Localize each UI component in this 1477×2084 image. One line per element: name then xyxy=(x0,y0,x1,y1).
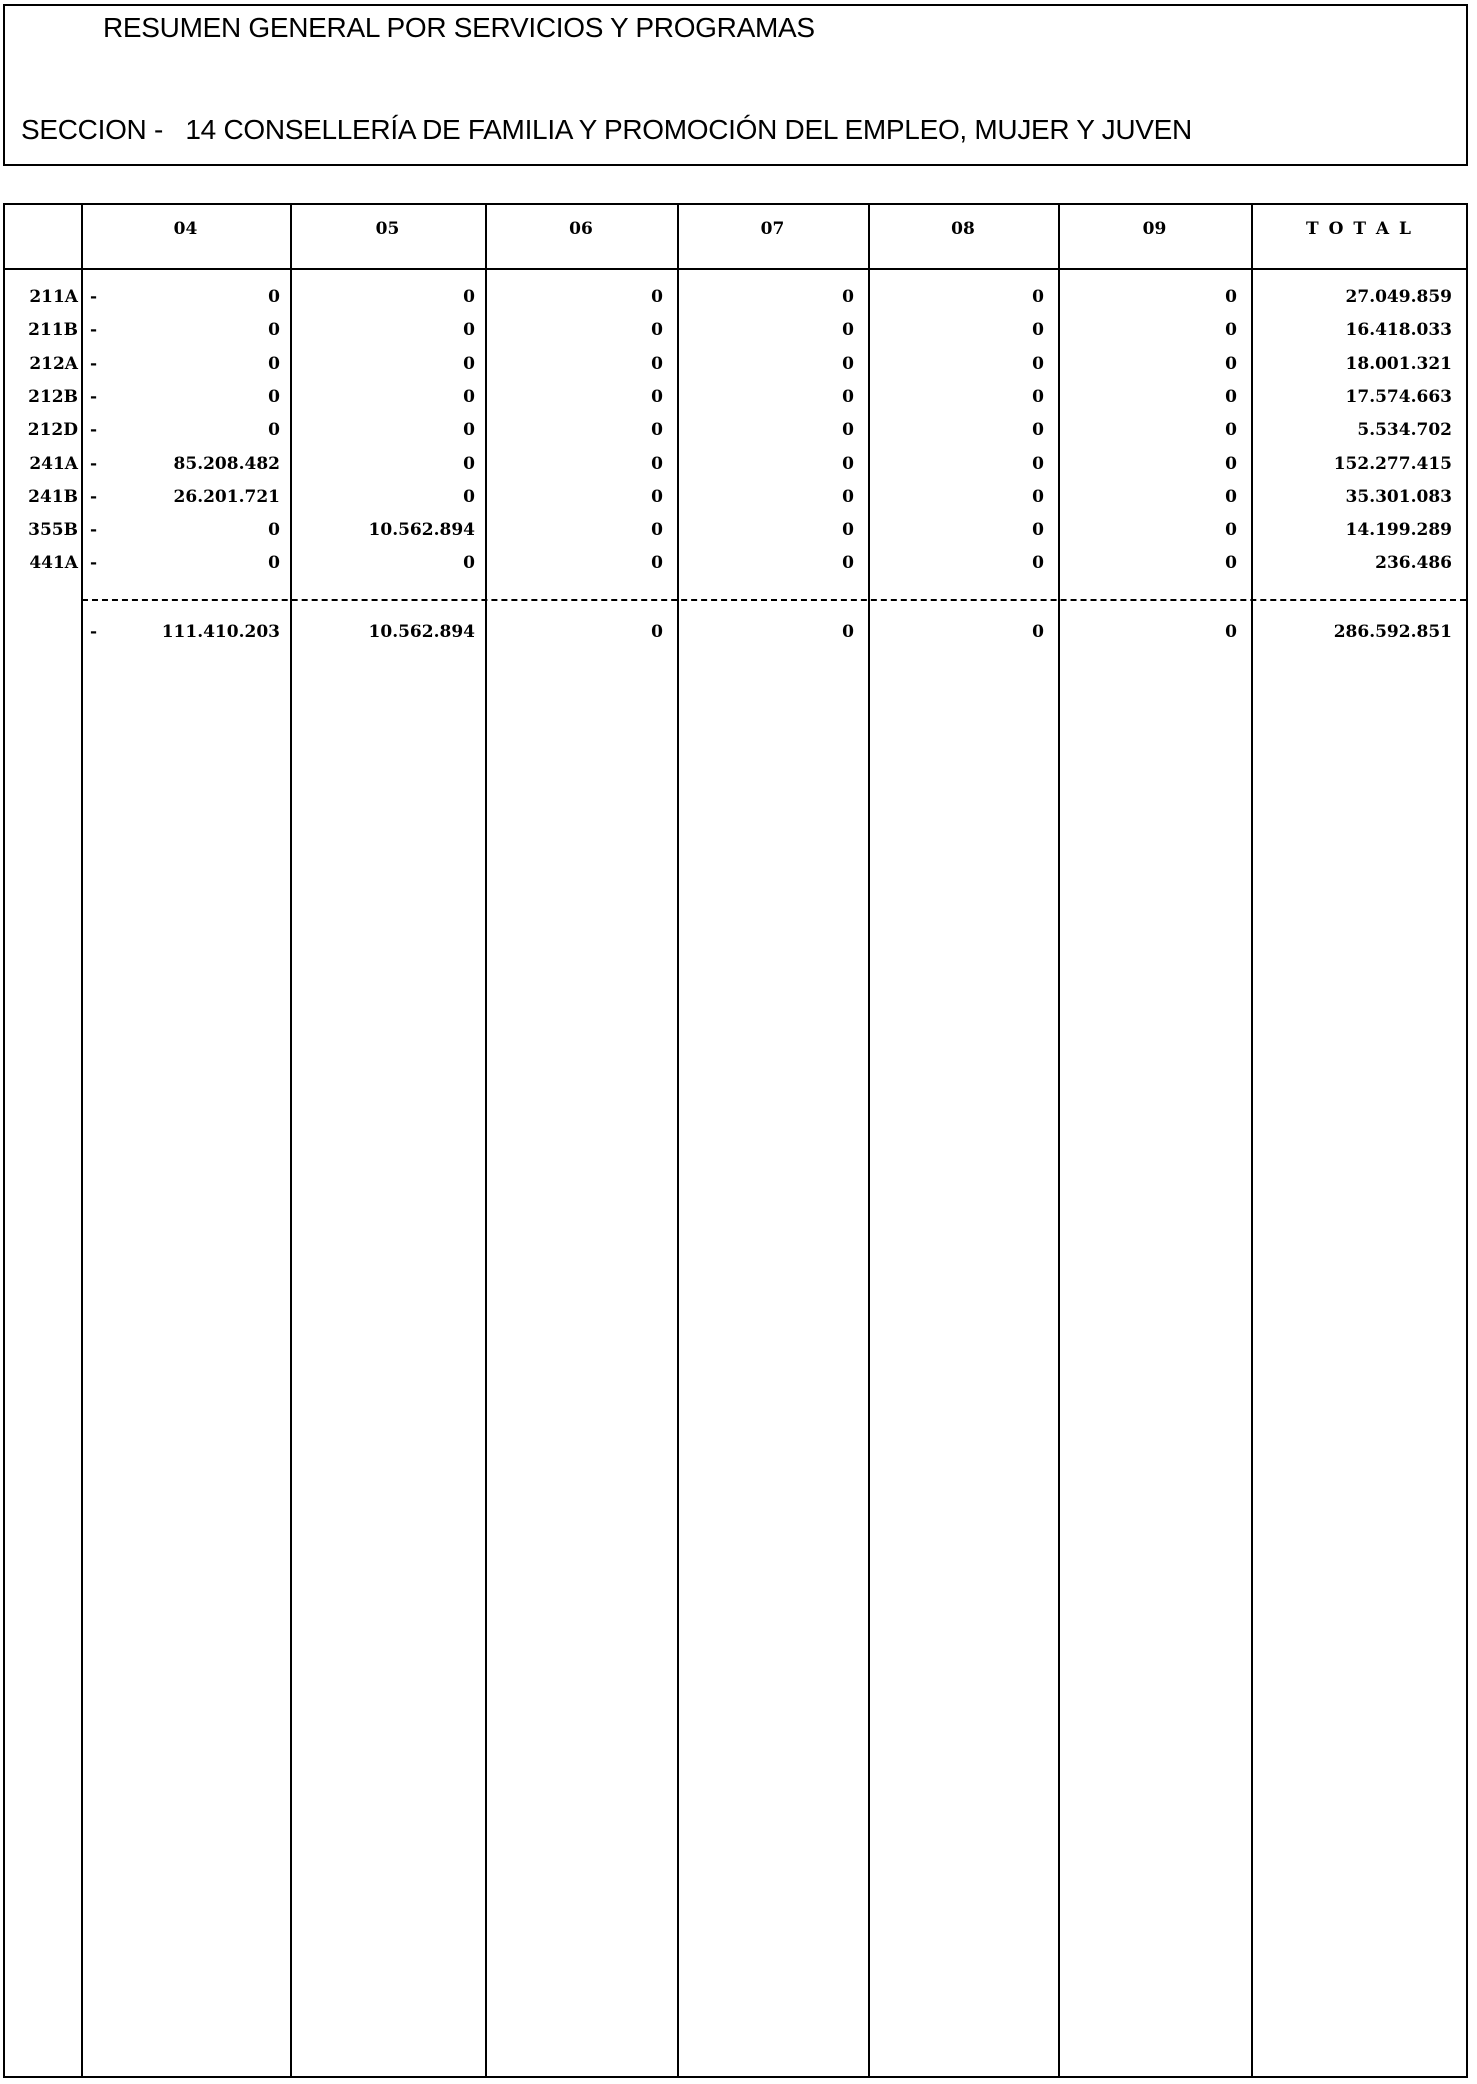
program-code: 211B xyxy=(28,320,78,340)
table-cell: 0 xyxy=(268,553,280,573)
report-title: RESUMEN GENERAL POR SERVICIOS Y PROGRAMAS xyxy=(103,12,815,43)
table-cell: 5.534.702 xyxy=(1357,420,1452,440)
table-cell: 0 xyxy=(1032,320,1044,340)
row-dash: - xyxy=(90,320,98,340)
table-cell: 0 xyxy=(1225,387,1237,407)
table-cell: 0 xyxy=(268,287,280,307)
table-cell: 18.001.321 xyxy=(1345,354,1452,374)
program-code: 211A xyxy=(29,287,78,307)
table-cell: 0 xyxy=(463,354,475,374)
header-separator xyxy=(3,268,1468,270)
row-dash: - xyxy=(90,387,98,407)
program-code: 241B xyxy=(28,487,78,507)
table-cell: 0 xyxy=(651,454,663,474)
table-cell: 0 xyxy=(1225,454,1237,474)
column-header: 06 xyxy=(569,219,593,239)
table-cell: 0 xyxy=(1225,420,1237,440)
table-cell: 0 xyxy=(651,487,663,507)
table-cell: 152.277.415 xyxy=(1333,454,1452,474)
table-cell: 17.574.663 xyxy=(1345,387,1452,407)
row-dash: - xyxy=(90,520,98,540)
table-cell: 0 xyxy=(651,420,663,440)
table-cell: 236.486 xyxy=(1375,553,1452,573)
table-cell: 0 xyxy=(463,487,475,507)
program-code: 241A xyxy=(29,454,78,474)
table-cell: 85.208.482 xyxy=(173,454,280,474)
column-header: 08 xyxy=(951,219,975,239)
table-cell: 0 xyxy=(1225,354,1237,374)
table-cell: 0 xyxy=(842,420,854,440)
program-code: 355B xyxy=(28,520,78,540)
column-header: 07 xyxy=(760,219,785,239)
table-cell: 0 xyxy=(842,454,854,474)
table-cell: 0 xyxy=(268,520,280,540)
table-cell: 0 xyxy=(268,387,280,407)
table-cell: 0 xyxy=(463,387,475,407)
table-cell: 0 xyxy=(842,487,854,507)
row-dash: - xyxy=(90,287,98,307)
total-cell: 286.592.851 xyxy=(1333,622,1452,642)
table-cell: 0 xyxy=(842,320,854,340)
row-dash: - xyxy=(90,622,98,642)
table-cell: 0 xyxy=(1225,320,1237,340)
table-cell: 0 xyxy=(268,354,280,374)
total-cell: 0 xyxy=(651,622,663,642)
table-cell: 0 xyxy=(842,387,854,407)
table-cell: 0 xyxy=(651,287,663,307)
table-cell: 10.562.894 xyxy=(368,520,475,540)
table-cell: 0 xyxy=(842,553,854,573)
table-cell: 0 xyxy=(1032,520,1044,540)
table-cell: 0 xyxy=(1225,520,1237,540)
report-header xyxy=(3,4,1468,166)
table-cell: 0 xyxy=(651,520,663,540)
total-cell: 10.562.894 xyxy=(368,622,475,642)
row-dash: - xyxy=(90,354,98,374)
table-cell: 0 xyxy=(1225,287,1237,307)
table-cell: 0 xyxy=(1032,387,1044,407)
table-cell: 0 xyxy=(1032,487,1044,507)
total-cell: 111.410.203 xyxy=(161,622,280,642)
table-cell: 26.201.721 xyxy=(173,487,280,507)
section-title: SECCION - 14 CONSELLERÍA DE FAMILIA Y PROMOCIÓN DEL EMPLEO, MUJER Y JUVEN xyxy=(21,114,1192,145)
table-cell: 0 xyxy=(842,520,854,540)
table-cell: 16.418.033 xyxy=(1345,320,1452,340)
table-cell: 0 xyxy=(1225,553,1237,573)
row-dash: - xyxy=(90,454,98,474)
table-cell: 0 xyxy=(268,420,280,440)
table-cell: 27.049.859 xyxy=(1345,287,1452,307)
table-cell: 0 xyxy=(651,354,663,374)
table-cell: 0 xyxy=(463,454,475,474)
table-cell: 0 xyxy=(1032,454,1044,474)
table-cell: 0 xyxy=(463,553,475,573)
table-cell: 35.301.083 xyxy=(1345,487,1452,507)
column-header: 05 xyxy=(375,219,400,239)
table-cell: 0 xyxy=(268,320,280,340)
program-code: 441A xyxy=(29,553,78,573)
row-dash: - xyxy=(90,553,98,573)
table-cell: 0 xyxy=(1032,354,1044,374)
table-cell: 0 xyxy=(1032,287,1044,307)
table-cell: 0 xyxy=(651,553,663,573)
table-cell: 0 xyxy=(463,320,475,340)
table-cell: 0 xyxy=(842,287,854,307)
table-cell: 0 xyxy=(1032,553,1044,573)
program-code: 212D xyxy=(27,420,78,440)
row-dash: - xyxy=(90,487,98,507)
table-cell: 0 xyxy=(842,354,854,374)
table-cell: 0 xyxy=(463,287,475,307)
program-code: 212B xyxy=(28,387,78,407)
table-cell: 0 xyxy=(1225,487,1237,507)
table-cell: 0 xyxy=(651,320,663,340)
column-header: T O T A L xyxy=(1306,219,1413,239)
row-dash: - xyxy=(90,420,98,440)
table-cell: 0 xyxy=(463,420,475,440)
table-cell: 0 xyxy=(1032,420,1044,440)
total-cell: 0 xyxy=(1225,622,1237,642)
table-cell: 14.199.289 xyxy=(1345,520,1452,540)
total-cell: 0 xyxy=(1032,622,1044,642)
column-header: 04 xyxy=(173,219,198,239)
total-cell: 0 xyxy=(842,622,854,642)
program-code: 212A xyxy=(29,354,78,374)
table-cell: 0 xyxy=(651,387,663,407)
column-header: 09 xyxy=(1142,219,1167,239)
